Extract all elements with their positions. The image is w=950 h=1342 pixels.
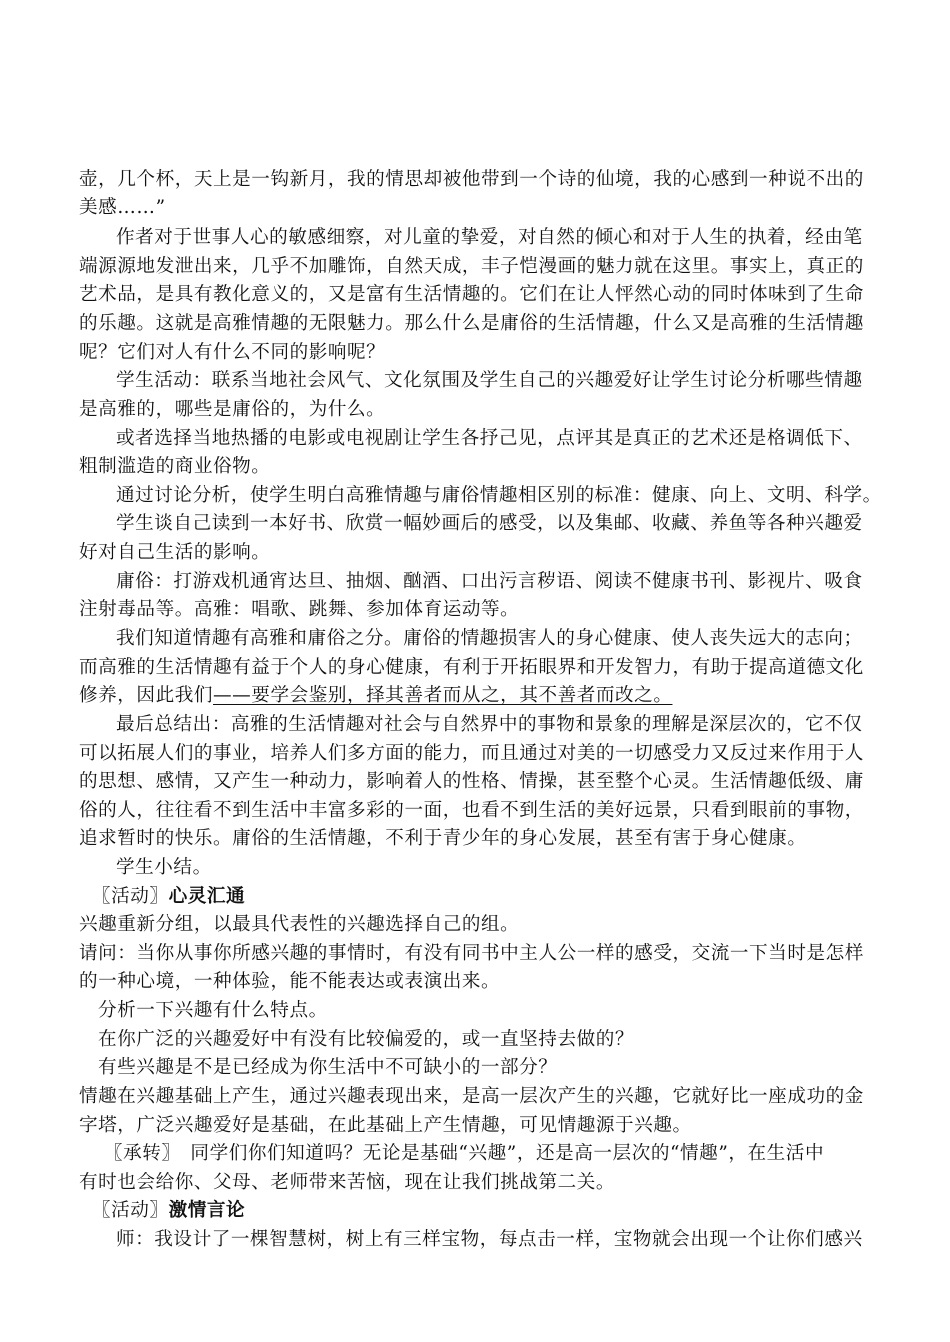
paragraph-line: 或者选择当地热播的电影或电视剧让学生各抒己见，点评其是真正的艺术还是格调低下、 [116, 428, 863, 449]
paragraph-line: 学生小结。 [116, 857, 212, 878]
paragraph-line: 注射毒品等。高雅：唱歌、跳舞、参加体育运动等。 [79, 599, 520, 620]
paragraph-line: 有时也会给你、父母、老师带来苦恼，现在让我们挑战第二关。 [79, 1172, 616, 1193]
heading-title: 心灵汇通 [168, 886, 246, 907]
paragraph-line: 艺术品，是具有教化意义的，又是富有生活情趣的。它们在让人怦然心动的同时体味到了生命 [79, 284, 864, 305]
paragraph-line: 美感……” [79, 197, 166, 218]
paragraph-line: 的乐趣。这就是高雅情趣的无限魅力。那么什么是庸俗的生活情趣，什么又是高雅的生活情趣 [79, 313, 864, 334]
paragraph-line: 作者对于世事人心的敏感细察，对儿童的挚爱，对自然的倾心和对于人生的执着，经由笔 [116, 227, 863, 248]
underlined-text: ——要学会鉴别，择其善者而从之，其不善者而改之。 [213, 685, 673, 706]
paragraph-line: 庸俗：打游戏机通宵达旦、抽烟、酗酒、口出污言秽语、阅读不健康书刊、影视片、吸食 [116, 571, 863, 592]
paragraph-line: 通过讨论分析，使学生明白高雅情趣与庸俗情趣相区别的标准：健康、向上、文明、科学。 [116, 485, 882, 506]
heading-title: 激情言论 [168, 1200, 246, 1221]
paragraph-line: 的思想、感情，又产生一种动力，影响着人的性格、情操，甚至整个心灵。生活情趣低级、庸 [79, 771, 864, 792]
paragraph-line: 师：我设计了一棵智慧树，树上有三样宝物，每点击一样，宝物就会出现一个让你们感兴 [116, 1229, 863, 1250]
paragraph-line: 学生活动：联系当地社会风气、文化氛围及学生自己的兴趣爱好让学生讨论分析哪些情趣 [116, 370, 863, 391]
bracket-tag: 〖活动〗 [92, 1200, 169, 1221]
paragraph-line: 在你广泛的兴趣爱好中有没有比较偏爱的，或一直坚持去做的？ [98, 1029, 635, 1050]
paragraph-line: 好对自己生活的影响。 [79, 542, 271, 563]
paragraph-line: 追求暂时的快乐。庸俗的生活情趣，不利于青少年的身心发展，甚至有害于身心健康。 [79, 828, 807, 849]
paragraph-line [79, 684, 672, 708]
paragraph-line: 分析一下兴趣有什么特点。 [98, 1000, 328, 1021]
paragraph-line: 字塔，广泛兴趣爱好是基础，在此基础上产生情趣，可见情趣源于兴趣。 [79, 1115, 692, 1136]
paragraph-line: 请问：当你从事你所感兴趣的事情时，有没有同书中主人公一样的感受，交流一下当时是怎样 [79, 943, 864, 964]
paragraph-line: 最后总结出：高雅的生活情趣对社会与自然界中的事物和景象的理解是深层次的，它不仅 [116, 714, 863, 735]
plain-text: 修养，因此我们 [79, 685, 214, 706]
section-heading [92, 1199, 245, 1223]
section-heading [92, 885, 245, 909]
paragraph-line: 〖承转〗 同学们你们知道吗？无论是基础“兴趣”，还是高一层次的“情趣”，在生活中 [104, 1143, 825, 1164]
paragraph-line: 端源源地发泄出来，几乎不加雕饰，自然天成，丰子恺漫画的魅力就在这里。事实上，真正的 [79, 256, 864, 277]
paragraph-line: 粗制滥造的商业俗物。 [79, 456, 271, 477]
paragraph-line: 而高雅的生活情趣有益于个人的身心健康，有利于开拓眼界和开发智力，有助于提高道德文化 [79, 657, 864, 678]
paragraph-line: 情趣在兴趣基础上产生，通过兴趣表现出来，是高一层次产生的兴趣，它就好比一座成功的金 [79, 1086, 864, 1107]
paragraph-line: 有些兴趣是不是已经成为你生活中不可缺小的一部分？ [98, 1057, 558, 1078]
paragraph-line: 俗的人，往往看不到生活中丰富多彩的一面，也看不到生活的美好远景，只看到眼前的事物， [79, 800, 864, 821]
bracket-tag: 〖活动〗 [92, 886, 169, 907]
paragraph-line: 壶，几个杯，天上是一钩新月，我的情思却被他带到一个诗的仙境，我的心感到一种说不出的 [79, 169, 864, 190]
paragraph-line: 呢？它们对人有什么不同的影响呢？ [79, 342, 386, 363]
paragraph-line: 学生谈自己读到一本好书、欣赏一幅妙画后的感受，以及集邮、收藏、养鱼等各种兴趣爱 [116, 513, 863, 534]
paragraph-line: 兴趣重新分组，以最具代表性的兴趣选择自己的组。 [79, 914, 520, 935]
paragraph-line: 是高雅的，哪些是庸俗的，为什么。 [79, 399, 386, 420]
paragraph-line: 的一种心境，一种体验，能不能表达或表演出来。 [79, 971, 501, 992]
paragraph-line: 可以拓展人们的事业，培养人们多方面的能力，而且通过对美的一切感受力又反过来作用于人 [79, 743, 864, 764]
paragraph-line: 我们知道情趣有高雅和庸俗之分。庸俗的情趣损害人的身心健康、使人丧失远大的志向； [116, 628, 863, 649]
